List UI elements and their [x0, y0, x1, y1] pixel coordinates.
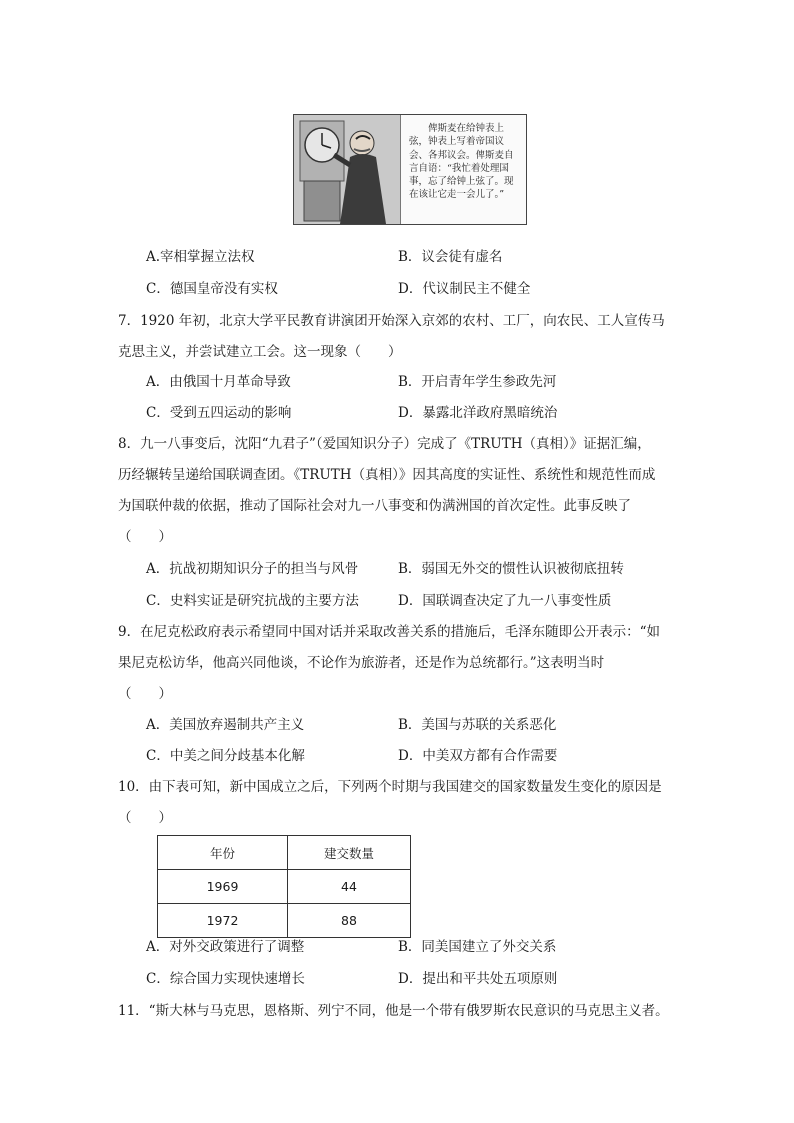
diplomatic-relations-table [157, 835, 411, 938]
q6-option-b[interactable]: B．议会徒有虚名 [398, 249, 503, 265]
q8-stem-line-4: （ ） [118, 529, 172, 545]
table-cell-year: 1969 [158, 870, 288, 904]
table-cell-count: 44 [288, 870, 411, 904]
q7-stem-line-1: 7．1920 年初，北京大学平民教育讲演团开始深入京郊的农村、工厂，向农民、工人宣传马 [118, 313, 665, 329]
q7-stem-line-2: 克思主义，并尝试建立工会。这一现象（ ） [118, 344, 402, 360]
q9-stem-line-2: 果尼克松访华，他高兴同他谈，不论作为旅游者，还是作为总统都行。”这表明当时 [118, 655, 605, 671]
cartoon-figure [293, 114, 527, 225]
q8-stem-line-3: 为国联仲裁的依据，推动了国际社会对九一八事变和伪满洲国的首次定性。此事反映了 [118, 498, 631, 514]
q9-stem-line-1: 9．在尼克松政府表示希望同中国对话并采取改善关系的措施后，毛泽东随即公开表示：“如 [118, 624, 660, 640]
table-header-row [158, 836, 411, 870]
q8-stem-line-1: 8．九一八事变后，沈阳“九君子”（爱国知识分子）完成了《TRUTH（真相）》证据汇编， [118, 436, 651, 452]
q7-option-d[interactable]: D．暴露北洋政府黑暗统治 [398, 405, 558, 421]
table-row [158, 904, 411, 938]
q8-option-d[interactable]: D．国联调查决定了九一八事变性质 [398, 593, 612, 609]
table-row [158, 870, 411, 904]
table-header-year: 年份 [158, 836, 288, 870]
q7-option-a[interactable]: A．由俄国十月革命导致 [146, 374, 291, 390]
q8-option-c[interactable]: C．史料实证是研究抗战的主要方法 [146, 593, 359, 609]
q7-option-c[interactable]: C．受到五四运动的影响 [146, 405, 292, 421]
q6-option-a[interactable]: A.宰相掌握立法权 [146, 249, 255, 265]
q8-stem-line-2: 历经辗转呈递给国联调查团。《TRUTH（真相）》因其高度的实证性、系统性和规范性而成 [118, 467, 656, 483]
q9-option-d[interactable]: D．中美双方都有合作需要 [398, 748, 558, 764]
q7-option-b[interactable]: B．开启青年学生参政先河 [398, 374, 557, 390]
cartoon-caption: 俾斯麦在给钟表上弦，钟表上写着帝国议会、各邦议会。俾斯麦自言自语：“我忙着处理国事，忘了给钟上弦了。现在该让它走一会儿了。” [409, 123, 514, 201]
q10-option-c[interactable]: C．综合国力实现快速增长 [146, 971, 305, 987]
q6-option-d[interactable]: D．代议制民主不健全 [398, 281, 531, 297]
table-header-count: 建交数量 [288, 836, 411, 870]
q8-option-b[interactable]: B．弱国无外交的惯性认识被彻底扭转 [398, 561, 624, 577]
q9-option-b[interactable]: B．美国与苏联的关系恶化 [398, 717, 557, 733]
q9-stem-line-3: （ ） [118, 686, 172, 702]
q6-option-c[interactable]: C．德国皇帝没有实权 [146, 281, 278, 297]
q10-option-d[interactable]: D．提出和平共处五项原则 [398, 971, 558, 987]
table-cell-count: 88 [288, 904, 411, 938]
q11-stem-line-1: 11．“斯大林与马克思，恩格斯、列宁不同，他是一个带有俄罗斯农民意识的马克思主义者。 [118, 1003, 669, 1019]
table-cell-year: 1972 [158, 904, 288, 938]
bismarck-cartoon-image [294, 115, 401, 224]
q8-option-a[interactable]: A．抗战初期知识分子的担当与风骨 [146, 561, 359, 577]
q9-option-a[interactable]: A．美国放弃遏制共产主义 [146, 717, 305, 733]
q10-stem-line-1: 10．由下表可知，新中国成立之后，下列两个时期与我国建交的国家数量发生变化的原因是 [118, 779, 662, 795]
q10-option-b[interactable]: B．同美国建立了外交关系 [398, 939, 557, 955]
q9-option-c[interactable]: C．中美之间分歧基本化解 [146, 748, 305, 764]
q10-stem-line-2: （ ） [118, 810, 172, 826]
q10-option-a[interactable]: A．对外交政策进行了调整 [146, 939, 305, 955]
